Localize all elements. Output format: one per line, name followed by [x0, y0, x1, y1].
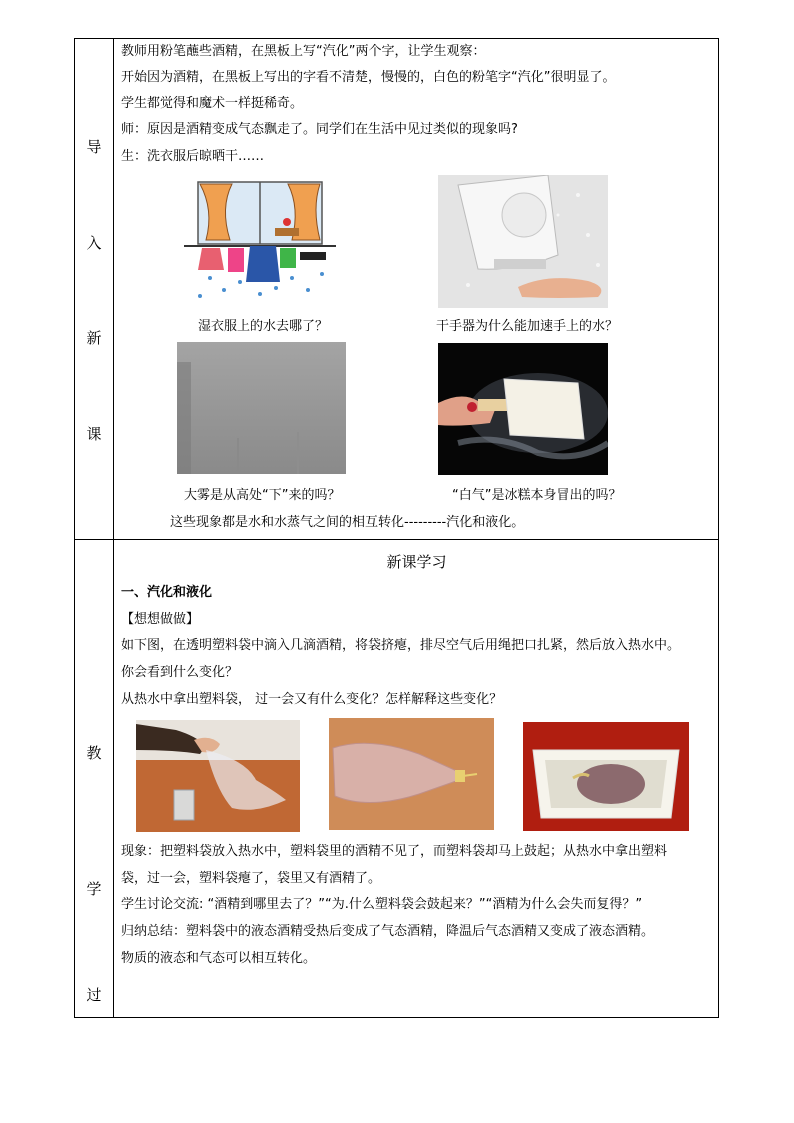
intro-line-4: 师：原因是酒精变成气态飘走了。同学们在生活中见过类似的现象吗? [121, 122, 518, 137]
side-label-xin: 新 [86, 329, 102, 347]
caption-dryer: 干手器为什么能加速手上的水？ [436, 319, 619, 334]
side-label-dao: 导 [86, 138, 102, 156]
caption-clothes: 湿衣服上的水去哪了？ [198, 319, 329, 334]
side-label-jiao: 教 [86, 744, 102, 762]
experiment-photo-1 [136, 720, 300, 832]
lesson-line-5: 袋，过一会，塑料袋瘪了，袋里又有酒精了。 [121, 871, 382, 886]
clothes-drying-image [180, 178, 340, 304]
lesson-title: 新课学习 [386, 553, 447, 571]
column-divider [113, 38, 114, 1018]
lesson-line-6: 学生讨论交流: “酒精到哪里去了？”“为.什么塑料袋会鼓起来？”“酒精为什么会失而复得？” [121, 897, 643, 912]
lesson-line-7: 归纳总结：塑料袋中的液态酒精受热后变成了气态酒精，降温后气态酒精又变成了液态酒精。 [121, 924, 655, 939]
side-label-ke: 课 [86, 425, 102, 443]
intro-line-3: 学生都觉得和魔术一样挺稀奇。 [121, 96, 304, 111]
lesson-line-4: 现象：把塑料袋放入热水中，塑料袋里的酒精不见了，而塑料袋却马上鼓起；从热水中拿出塑料 [121, 844, 668, 859]
row-divider [74, 539, 719, 540]
intro-line-1: 教师用粉笔蘸些酒精，在黑板上写“汽化”两个字，让学生观察： [121, 44, 486, 59]
caption-icecream: “白气”是冰糕本身冒出的吗？ [452, 488, 622, 503]
experiment-photo-2 [329, 718, 494, 830]
hand-dryer-image [438, 175, 608, 308]
lesson-line-2: 你会看到什么变化？ [121, 665, 239, 680]
side-label-ru: 入 [86, 234, 102, 252]
icecream-image [438, 343, 608, 475]
caption-fog: 大雾是从高处“下”来的吗？ [184, 488, 341, 503]
intro-line-2: 开始因为酒精，在黑板上写出的字看不清楚，慢慢的，白色的粉笔字“汽化”很明显了。 [121, 70, 616, 85]
subsection-heading: 【想想做做】 [121, 612, 200, 627]
intro-line-5: 生：洗衣服后晾晒干…… [121, 149, 265, 164]
side-label-xue: 学 [86, 880, 102, 898]
lesson-line-3: 从热水中拿出塑料袋， 过一会又有什么变化？怎样解释这些变化？ [121, 692, 503, 707]
intro-summary: 这些现象都是水和水蒸气之间的相互转化---------汽化和液化。 [170, 515, 525, 530]
section-heading: 一、汽化和液化 [121, 585, 213, 600]
lesson-line-8: 物质的液态和气态可以相互转化。 [121, 951, 317, 966]
experiment-photo-3 [523, 722, 689, 831]
lesson-line-1: 如下图，在透明塑料袋中滴入几滴酒精，将袋挤瘪，排尽空气后用绳把口扎紧，然后放入热水中。 [121, 638, 681, 653]
side-label-guo: 过 [86, 986, 102, 1004]
fog-image [177, 342, 346, 474]
